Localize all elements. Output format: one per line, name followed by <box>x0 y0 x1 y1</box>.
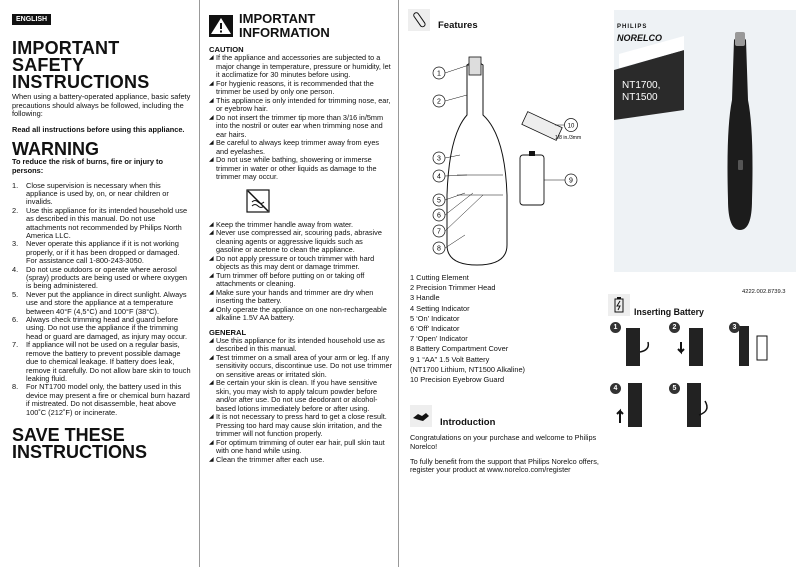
list-item: ◢ Keep the trimmer handle away from water. <box>209 219 354 229</box>
caution-heading: CAUTION <box>209 45 244 54</box>
information-column <box>201 0 399 567</box>
list-item: ◢ Do not apply pressure or touch trimmer with hard objects as this may dent or damage trimmer. <box>209 253 375 271</box>
callout-7: 7 <box>437 228 441 236</box>
list-item: 3. Never operate this appliance if it is not working properly, or if it has been dropped or damaged. For assistance call 1-800-243-3050. <box>12 239 180 266</box>
callout-4: 4 <box>437 173 441 181</box>
list-item: 9 1 “AA” 1.5 Volt Battery <box>410 354 490 364</box>
save-instructions-heading: SAVE THESE INSTRUCTIONS <box>12 424 147 462</box>
battery-step-1: 1 <box>610 322 660 366</box>
trimmer-diagram <box>405 45 605 270</box>
safety-title: IMPORTANT SAFETY INSTRUCTIONS <box>12 38 150 92</box>
list-item: ◢ Make sure your hands and trimmer are dry when inserting the battery. <box>209 287 374 305</box>
list-item: ◢ For hygienic reasons, it is recommended that the trimmer be used by only one person. <box>209 78 374 96</box>
guard-size-label: 1/8 in./3mm <box>555 135 582 141</box>
list-item: ◢ Test trimmer on a small area of your arm or leg. If any sensitivity occurs, discontinue use. Do not use trimmer on sensitive areas or irritated skin. <box>209 352 393 379</box>
list-item: 2 Precision Trimmer Head <box>410 283 496 293</box>
list-item: ◢ Be certain your skin is clean. If you have sensitive skin, you may wish to apply talcum powder before and/or after use. Do not use deodorant or alcohol-based lotions immediately before or after using. <box>209 378 378 413</box>
inserting-battery-header <box>608 293 704 317</box>
list-item: ◢ Do not insert the trimmer tip more than 3/16 in/5mm into the nostril or outer ear when trimming nose and ear hairs. <box>209 112 384 139</box>
callout-10: 10 <box>567 123 575 130</box>
introduction-section <box>410 403 600 475</box>
list-item: ◢ Use this appliance for its intended household use as described in this manual. <box>209 335 385 353</box>
information-title: IMPORTANT INFORMATION <box>239 11 330 40</box>
list-item: 4 Setting Indicator <box>410 303 470 313</box>
brand-norelco: NORELCO <box>617 33 662 43</box>
features-title: Features <box>438 20 478 31</box>
list-item: 6. Always check trimming head and guard before using. Do not use the appliance if the trimming head or guard are damaged, as injury may occur. <box>12 315 188 341</box>
no-water-icon <box>245 188 271 214</box>
language-tag: ENGLISH <box>12 14 51 25</box>
list-item: 1. Close supervision is necessary when this appliance is used by, on, or near children or invalids. <box>12 180 169 207</box>
list-item: 10 Precision Eyebrow Guard <box>410 375 505 385</box>
battery-step-2: 2 <box>669 322 719 366</box>
registration-paragraph: To fully benefit from the support that Philips Norelco offers, register your product at www.norelco.com/register <box>410 456 599 475</box>
general-heading: GENERAL <box>209 327 247 337</box>
caution-list <box>209 54 392 182</box>
list-item: ◢ Do not use while bathing, showering or immerse trimmer in water or other liquids as damage to the trimmer may occur. <box>209 155 377 181</box>
callout-6: 6 <box>437 212 441 220</box>
warning-subtitle: To reduce the risk of burns, fire or injury to persons: <box>12 157 163 175</box>
list-item: 7 ‘Open’ Indicator <box>410 334 468 344</box>
list-item: ◢ Never use compressed air, scouring pads, abrasive cleaning agents or aggressive liquids such as gasoline or acetone to clean the appliance. <box>209 228 382 254</box>
callout-8: 8 <box>437 245 441 253</box>
safety-column <box>0 0 200 567</box>
callout-3: 3 <box>437 155 441 163</box>
callout-2: 2 <box>437 98 441 106</box>
warning-triangle-icon <box>209 15 233 37</box>
callout-9: 9 <box>569 177 573 185</box>
list-item: 5. Never put the appliance in direct sunlight. Always use and store the appliance at a temperature between 40°F (4,5°C) and 100°F (38°C). <box>12 289 187 316</box>
list-item: 7. If appliance will not be used on a regular basis, remove the battery to prevent possible damage due to chemical leakage. If battery does leak, remove it carefully. Do not allow bare skin to touch leaking fluid. <box>12 340 191 383</box>
list-item: ◢ Clean the trimmer after each use. <box>209 454 325 464</box>
list-item: 1 Cutting Element <box>410 273 469 282</box>
trimmer-icon <box>408 9 430 31</box>
callout-5: 5 <box>437 197 441 205</box>
list-item: ◢ It is not necessary to press hard to get a close result. Pressing too hard may cause skin irritation, and the trimmer will not function properly. <box>209 412 387 438</box>
list-item: ◢ Be careful to always keep trimmer away from eyes and eyelashes. <box>209 138 380 156</box>
battery-step-3: 3 <box>729 322 779 366</box>
parts-list <box>410 273 525 385</box>
warning-heading: WARNING <box>12 139 99 160</box>
handshake-icon <box>410 405 432 427</box>
battery-step-5: 5 <box>669 383 719 427</box>
list-item: ◢ This appliance is only intended for trimming nose, ear, or eyebrow hair. <box>209 95 391 113</box>
safety-intro: When using a battery-operated appliance, basic safety precautions should always be followed, including the following: <box>12 92 191 119</box>
callout-1: 1 <box>437 70 441 78</box>
list-item: 5 ‘On’ Indicator <box>410 313 460 323</box>
document-code: 4222.002.8739.3 <box>742 289 786 295</box>
introduction-title: Introduction <box>440 417 496 428</box>
list-item: 4. Do not use outdoors or operate where aerosol (spray) products are being used or where oxygen is being administered. <box>12 264 188 291</box>
list-item: 8 Battery Compartment Cover <box>410 344 509 354</box>
list-item: 8. For NT1700 model only, the battery used in this device may present a fire or chemical burn hazard if mistreated. Do not disassemble, heat above 100˚C (212˚F) or incinerate. <box>12 382 190 417</box>
introduction-paragraph: Congratulations on your purchase and welcome to Philips Norelco! <box>410 433 597 451</box>
read-all-note: Read all instructions before using this appliance. <box>12 124 185 134</box>
warning-list <box>12 182 191 417</box>
general-list <box>209 337 392 465</box>
package-art <box>614 10 796 272</box>
caution-list-2 <box>209 221 392 323</box>
inserting-battery-title: Inserting Battery <box>634 307 704 317</box>
brand-philips: PHILIPS <box>617 24 648 30</box>
list-item: 3 Handle <box>410 293 440 303</box>
list-item: ◢ If the appliance and accessories are subjected to a major change in temperature, pressure or humidity, let it acclimatize for 30 minutes before using. <box>209 53 391 79</box>
battery-step-4: 4 <box>610 383 660 427</box>
list-item: ◢ Turn trimmer off before putting on or taking off attachments or cleaning. <box>209 270 365 288</box>
list-item: 2. Use this appliance for its intended household use as described in this manual. Do not use attachments not recommended by Philips North America LLC. <box>12 205 188 240</box>
list-item: ◢ Only operate the appliance on one non-rechargeable alkaline 1.5V AA battery. <box>209 304 387 322</box>
list-item: (NT1700 Lithium, NT1500 Alkaline) <box>410 364 526 374</box>
list-item: 6 ‘Off’ Indicator <box>410 324 460 334</box>
model-numbers: NT1700, NT1500 <box>622 80 661 103</box>
list-item: ◢ For optimum trimming of outer ear hair, pull skin taut with one hand while using. <box>209 437 385 455</box>
battery-icon <box>608 294 630 316</box>
